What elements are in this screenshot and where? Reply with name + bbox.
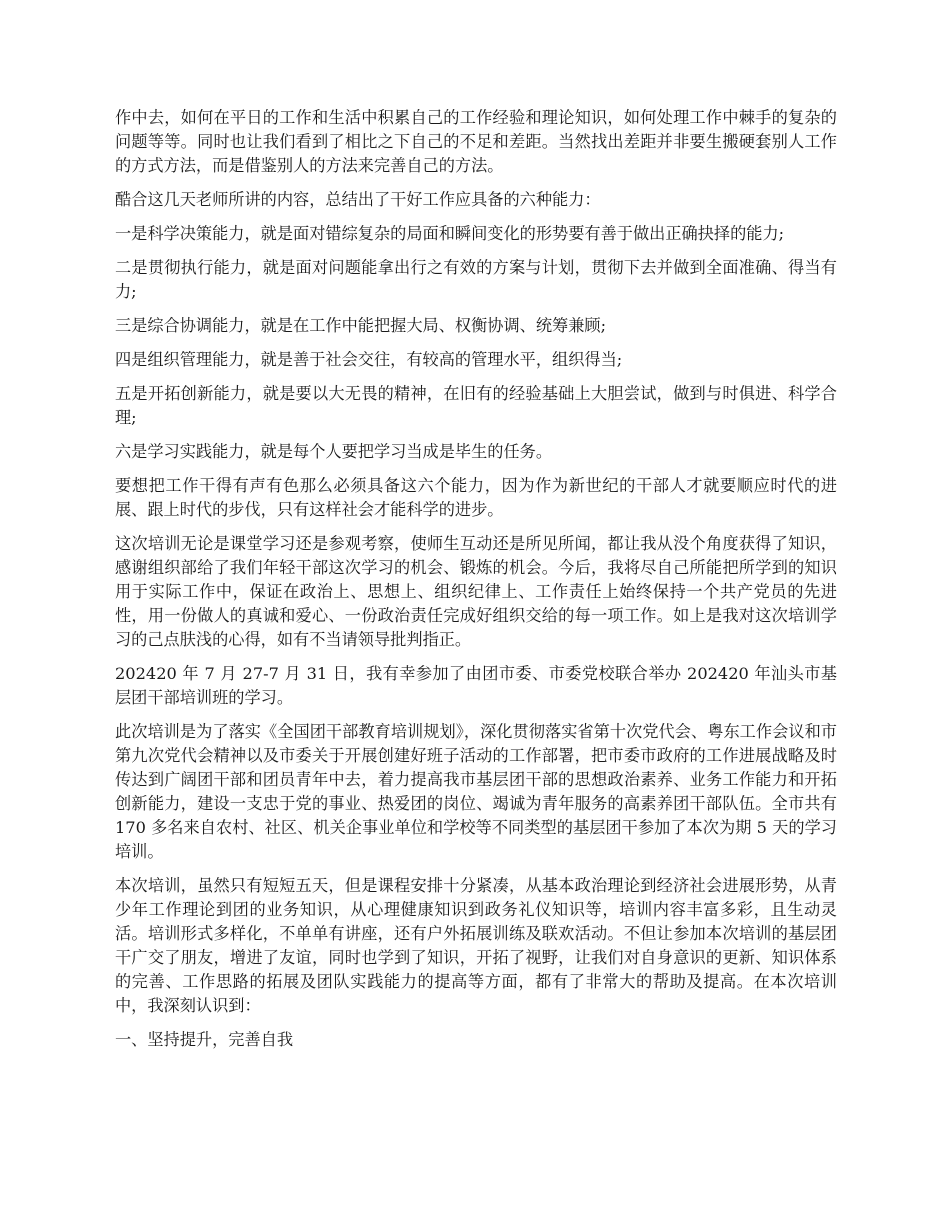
paragraph: 三是综合协调能力，就是在工作中能把握大局、权衡协调、统筹兼顾;: [115, 316, 607, 335]
paragraph: 本次培训，虽然只有短短五天，但是课程安排十分紧凑，从基本政治理论到经济社会进展形势，从青少年工作理论到团的业务知识，从心理健康知识到政务礼仪知识等，培训内容丰富多彩，且生动灵活。培训形式多样化，不单单有讲座，还有户外拓展训练及联欢活动。不但让参加本次培训的基层团干广交了朋友，增进了友谊，同时也学到了知识，开拓了视野，让我们对自身意识的更新、知识体系的完善、工作思路的拓展及团队实践能力的提高等方面，都有了非常大的帮助及提高。在本次培训中，我深刻认识到：: [115, 876, 837, 1015]
paragraph: 二是贯彻执行能力，就是面对问题能拿出行之有效的方案与计划，贯彻下去并做到全面准确、得当有力;: [115, 258, 837, 301]
paragraph: 此次培训是为了落实《全国团干部教育培训规划》，深化贯彻落实省第十次党代会、粤东工作会议和市第九次党代会精神以及市委关于开展创建好班子活动的工作部署，把市委市政府的工作进展战略及时传达到广阔团干部和团员青年中去，着力提高我市基层团干部的思想政治素养、业务工作能力和开拓创新能力，建设一支忠于党的事业、热爱团的岗位、竭诚为青年服务的高素养团干部队伍。全市共有 170 多名来自农村、社区、机关企事业单位和学校等不同类型的基层团干参加了本次为期 5 天的学习培训。: [115, 722, 837, 861]
paragraph: 五是开拓创新能力，就是要以大无畏的精神，在旧有的经验基础上大胆尝试，做到与时俱进、科学合理;: [115, 384, 837, 427]
document-body: [115, 106, 837, 1062]
paragraph: 一是科学决策能力，就是面对错综复杂的局面和瞬间变化的形势要有善于做出正确抉择的能力;: [115, 224, 785, 243]
paragraph: 四是组织管理能力，就是善于社会交往，有较高的管理水平，组织得当;: [115, 350, 623, 369]
paragraph: 酷合这几天老师所讲的内容，总结出了干好工作应具备的六种能力：: [115, 190, 601, 209]
paragraph: 六是学习实践能力，就是每个人要把学习当成是毕生的任务。: [115, 442, 553, 461]
section-heading: 一、坚持提升，完善自我: [115, 1030, 294, 1049]
paragraph: 作中去，如何在平日的工作和生活中积累自己的工作经验和理论知识，如何处理工作中棘手的复杂的问题等等。同时也让我们看到了相比之下自己的不足和差距。当然找出差距并非要生搬硬套别人工作的方式方法，而是借鉴别人的方法来完善自己的方法。: [115, 108, 837, 175]
paragraph: 要想把工作干得有声有色那么必须具备这六个能力，因为作为新世纪的干部人才就要顺应时代的进展、跟上时代的步伐，只有这样社会才能科学的进步。: [115, 476, 837, 519]
paragraph: 这次培训无论是课堂学习还是参观考察，使师生互动还是所见所闻，都让我从没个角度获得了知识，感谢组织部给了我们年轻干部这次学习的机会、锻炼的机会。今后，我将尽自己所能把所学到的知识用于实际工作中，保证在政治上、思想上、组织纪律上、工作责任上始终保持一个共产党员的先进性，用一份做人的真诚和爱心、一份政治责任完成好组织交给的每一项工作。如上是我对这次培训学习的己点肤浅的心得，如有不当请领导批判指正。: [115, 534, 837, 649]
paragraph: 202420 年 7 月 27-7 月 31 日，我有幸参加了由团市委、市委党校联合举办 202420 年汕头市基层团干部培训班的学习。: [115, 664, 837, 707]
